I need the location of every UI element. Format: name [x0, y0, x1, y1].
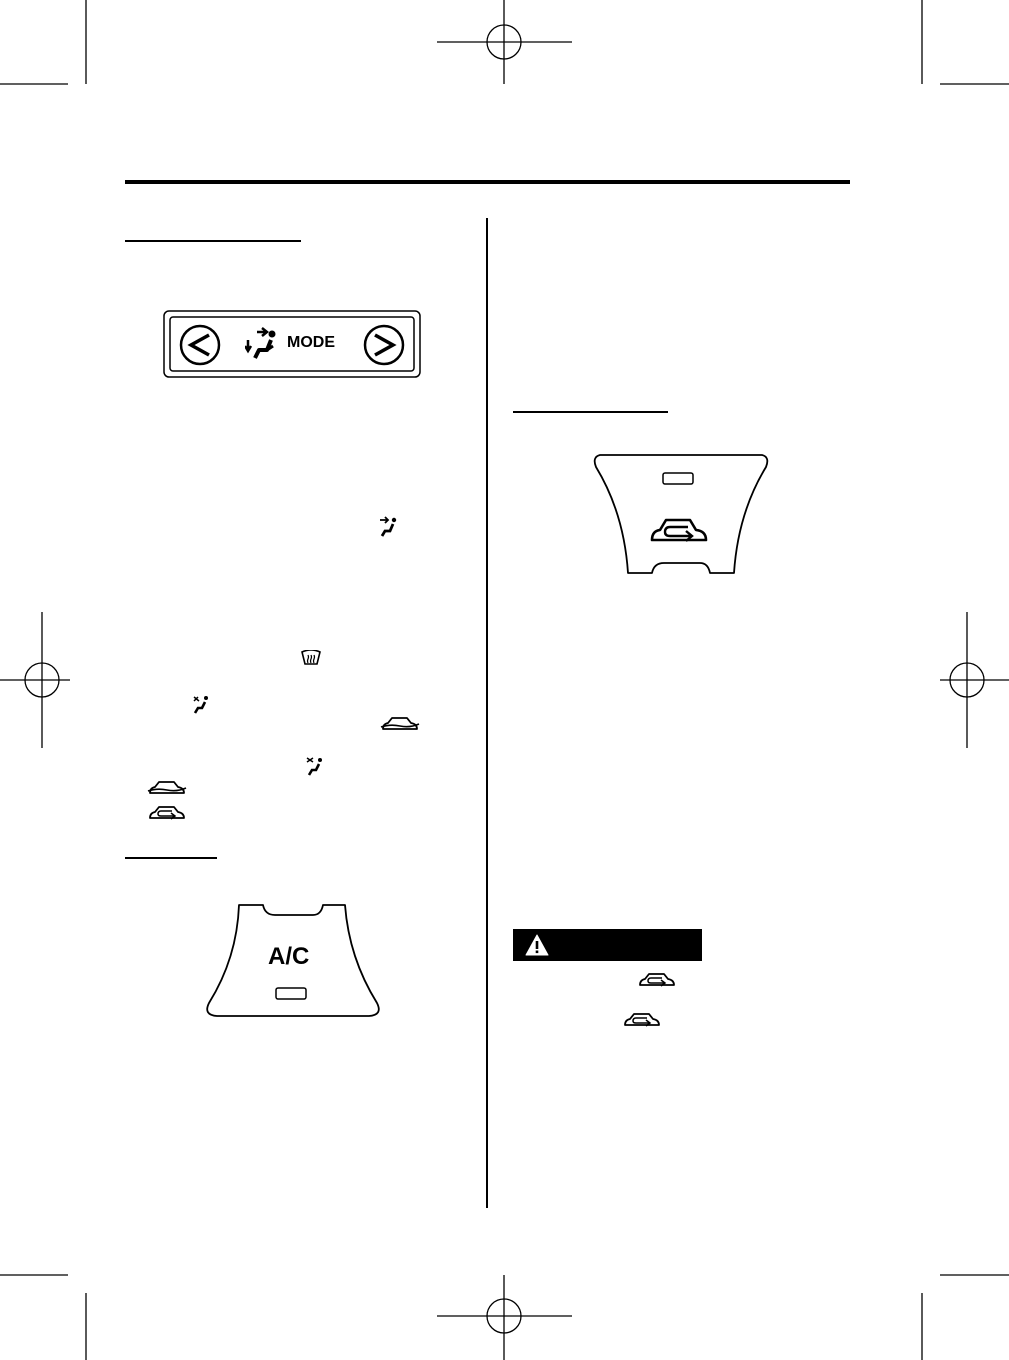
mode-right-button[interactable] — [363, 324, 405, 366]
mode-left-button[interactable] — [179, 324, 221, 366]
mode-selector-panel — [163, 310, 421, 383]
floor-mode-icon — [191, 695, 213, 715]
warning-header-bar — [513, 929, 702, 961]
vent-mode-icon — [377, 516, 401, 538]
column-divider — [486, 218, 488, 1208]
recirculate-air-icon — [637, 970, 677, 990]
indicator-lamp-icon — [662, 472, 694, 486]
chevron-left-icon — [179, 324, 221, 366]
indicator-lamp-icon — [275, 987, 307, 1001]
section-heading-ac — [125, 857, 217, 859]
mode-label: MODE — [287, 334, 335, 351]
floor-defrost-mode-icon — [305, 757, 327, 777]
chevron-right-icon — [363, 324, 405, 366]
header-rule — [125, 180, 850, 184]
warning-triangle-icon — [525, 934, 549, 956]
outside-air-icon — [147, 778, 187, 798]
airflow-mode-icon — [245, 326, 283, 362]
section-heading-mode — [125, 240, 301, 242]
section-heading-recirculate — [513, 411, 668, 413]
recirculate-air-icon — [147, 803, 187, 823]
recirculate-air-icon — [622, 1010, 662, 1030]
outside-air-icon — [380, 714, 420, 734]
recirculate-air-icon — [648, 515, 710, 547]
recirculate-button-panel[interactable] — [592, 453, 770, 582]
ac-button-panel[interactable] — [203, 903, 383, 1024]
defroster-icon — [300, 650, 322, 666]
ac-label: A/C — [268, 943, 310, 970]
